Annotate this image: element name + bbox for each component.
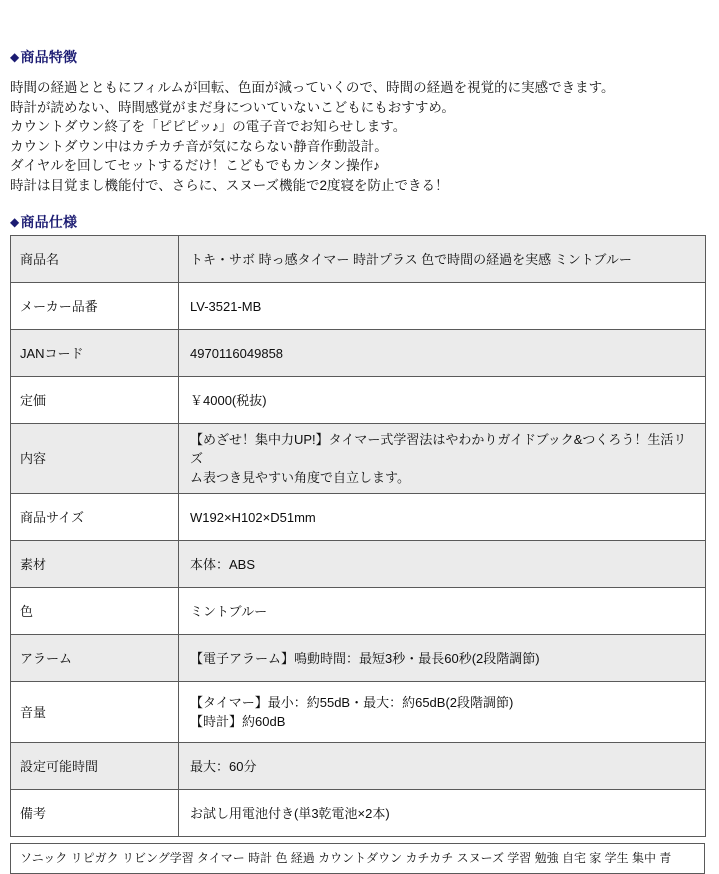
spec-value-line: 【時計】約60dB: [190, 714, 286, 729]
spec-value-line: 【電子アラーム】鳴動時間：最短3秒・最長60秒(2段階調節): [190, 650, 540, 666]
specification-table: [10, 235, 706, 837]
feature-line: 時計は目覚まし機能付で、さらに、スヌーズ機能で2度寝を防止できる！: [10, 177, 449, 193]
spec-value-line: ム表つき見やすい角度で自立します。: [190, 470, 410, 485]
spec-label: 色: [11, 588, 179, 635]
feature-line: ダイヤルを回してセットするだけ！こどもでもカンタン操作♪: [10, 158, 380, 173]
table-row: [11, 541, 706, 588]
features-heading-label: 商品特徴: [20, 49, 78, 65]
spec-label: 設定可能時間: [11, 743, 179, 790]
spec-value-line: ￥4000(税抜): [190, 392, 267, 408]
features-section-heading: [10, 50, 709, 64]
spec-label: 商品サイズ: [11, 494, 179, 541]
spec-value-line: 【めざせ！集中力UP!】タイマー式学習法はやわかりガイドブック&つくろう！生活リズ: [190, 432, 687, 466]
keyword-strip: ソニック リピガク リビング学習 タイマー 時計 色 経過 カウントダウン カチカチ スヌーズ 学習 勉強 自宅 家 学生 集中 青: [10, 843, 705, 874]
spec-value: [179, 330, 706, 377]
feature-line: カウントダウン終了を「ピピピッ♪」の電子音でお知らせします。: [10, 119, 407, 134]
feature-line: カウントダウン中はカチカチ音が気にならない静音作動設計。: [10, 138, 388, 154]
spec-value: [179, 494, 706, 541]
spec-label: 内容: [11, 424, 179, 494]
table-row: [11, 283, 706, 330]
spec-value: [179, 236, 706, 283]
spec-value-line: トキ・サボ 時っ感タイマー 時計プラス 色で時間の経過を実感 ミントブルー: [190, 251, 632, 267]
table-row: [11, 424, 706, 494]
spec-value-line: 【タイマー】最小：約55dB・最大：約65dB(2段階調節): [190, 695, 514, 710]
diamond-bullet-icon: ◆: [10, 50, 20, 64]
spec-value: [179, 588, 706, 635]
table-row: [11, 330, 706, 377]
spec-label: 素材: [11, 541, 179, 588]
feature-list: [10, 78, 709, 195]
spec-value: [179, 635, 706, 682]
spec-value-line: ミントブルー: [190, 603, 268, 619]
table-row: [11, 635, 706, 682]
spec-label: 音量: [11, 682, 179, 743]
spec-value: [179, 743, 706, 790]
table-row: [11, 236, 706, 283]
spec-value-line: お試し用電池付き(単3乾電池×2本): [190, 805, 390, 821]
spec-label: 定価: [11, 377, 179, 424]
spec-value: [179, 424, 706, 494]
product-detail-page: [0, 49, 719, 865]
spec-value: [179, 283, 706, 330]
table-row: [11, 682, 706, 743]
table-row: [11, 588, 706, 635]
spec-value-line: 最大：60分: [190, 758, 257, 774]
spec-value: [179, 790, 706, 837]
feature-line: 時計が読めない、時間感覚がまだ身についていないこどもにもおすすめ。: [10, 99, 455, 115]
spec-section-heading: [10, 215, 709, 229]
specification-table-body: [11, 236, 706, 837]
spec-value: [179, 682, 706, 743]
spec-label: アラーム: [11, 635, 179, 682]
spec-label: JANコード: [11, 330, 179, 377]
spec-value: [179, 541, 706, 588]
table-row: [11, 494, 706, 541]
spec-value-line: W192×H102×D51mm: [190, 509, 316, 525]
table-row: [11, 377, 706, 424]
spec-value-line: 本体：ABS: [190, 556, 256, 572]
spec-heading-label: 商品仕様: [20, 214, 78, 230]
table-row: [11, 790, 706, 837]
diamond-bullet-icon: ◆: [10, 215, 20, 229]
spec-label: 備考: [11, 790, 179, 837]
spec-value: [179, 377, 706, 424]
spec-label: 商品名: [11, 236, 179, 283]
spec-value-line: 4970116049858: [190, 345, 284, 361]
spec-value-line: LV-3521-MB: [190, 298, 262, 314]
feature-line: 時間の経過とともにフィルムが回転、色面が減っていくので、時間の経過を視覚的に実感できます。: [10, 80, 615, 95]
spec-label: メーカー品番: [11, 283, 179, 330]
table-row: [11, 743, 706, 790]
